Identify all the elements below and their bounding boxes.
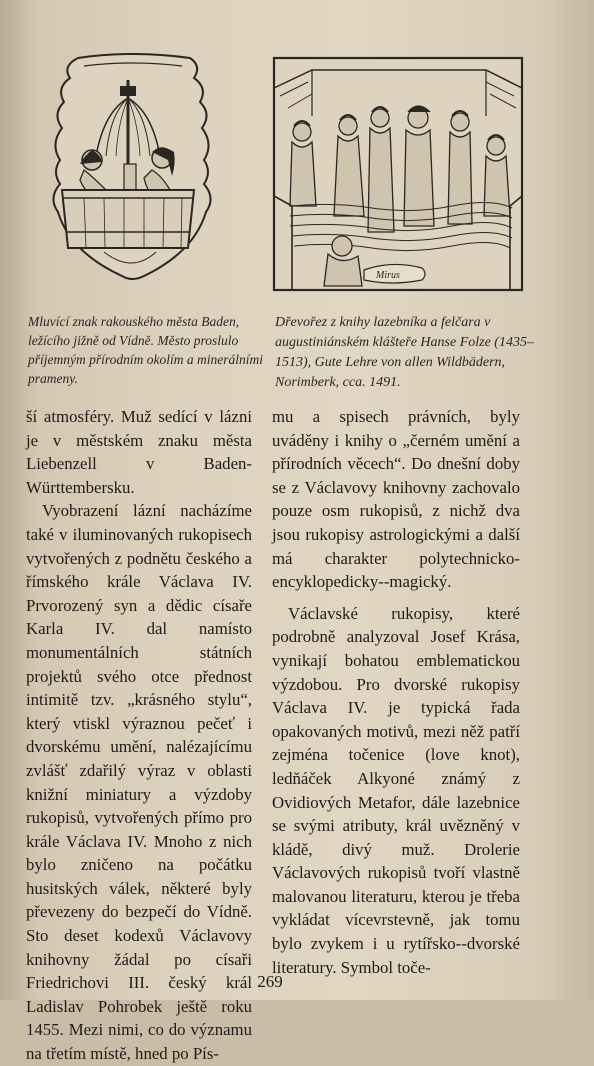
paragraph: mu a spisech právních, byly uváděny i knihy o „černém umění a přírodních věcech“. Do dnešní doby se z Václavovy knihovny zachovalo pouze osm rukopisů, z nichž dva jsou rukopisy astrologickými a další má charakter polytechnicko-encyklopedicky--magický. — [272, 407, 520, 592]
paragraph: Václavské rukopisy, které podrobně analyzoval Josef Krása, vynikají bohatou emblematickou výzdobou. Pro dvorské rukopisy Václava IV. je typická řada opakovaných motivů, mezi něž patří zejména točenice (love knot), ledňáček Alkyoné známý z Ovidiových Metafor, dále lazebnice se svými atributy, král uvězněný v kládě, divý muž. Drolerie Václavových rukopisů tvoří vlastně malovanou literaturu, kterou je třeba vykládat vícevrstevně, jak tomu bylo zvykem i u rytířsko--dvorské literatury. Symbol toče- — [272, 603, 520, 977]
figure-baden-coat-of-arms — [44, 52, 220, 284]
coat-of-arms-illustration — [44, 52, 220, 284]
paragraph: ší atmosféry. Muž sedící v lázni je v městském znaku města Liebenzell v Baden-Württembersku. — [26, 407, 252, 497]
figure-woodcut-bathers — [272, 56, 524, 294]
caption-left: Mluvící znak rakouského města Baden, ležícího jižně od Vídně. Město proslulo příjemným přírodním okolím a minerálními prameny. — [28, 314, 263, 386]
text-column-left — [26, 405, 252, 1066]
text-column-right — [272, 405, 520, 979]
page-number: 269 — [257, 972, 283, 991]
paragraph: Vyobrazení lázní nacházíme také v iluminovaných rukopisech vytvořených z podnětu českého a římského krále Václava IV. Prvorozený syn a dědic císaře Karla IV. dal namísto monumentálních státních projektů svého otce přednost intimitě tzv. „krásného stylu“, který vtiskl výraznou pečeť i dvorskému umění, nalézajícímu zvlášť zdařilý výraz v oblasti knižní miniatury a výzdoby rukopisů, vytvořených přímo pro krále Václava IV. Mnoho z nich bylo zničeno na počátku husitských válek, některé byly převezeny do bezpečí do Vídně. Sto deset kodexů Václavovy knihovny žádal po císaři Friedrichovi III. český král Ladislav Pohrobek ještě roku 1455. Mezi nimi, co do významu na třetím místě, hned po Pís- — [26, 501, 252, 1064]
caption-right: Dřevořez z knihy lazebníka a felčara v augustiniánském klášteře Hanse Folze (1435–1513), Gute Lehre von allen Wildbädern, Norimberk, cca. 1491. — [275, 315, 534, 390]
woodcut-illustration — [272, 56, 524, 294]
scroll-text: Mirus — [376, 270, 400, 281]
